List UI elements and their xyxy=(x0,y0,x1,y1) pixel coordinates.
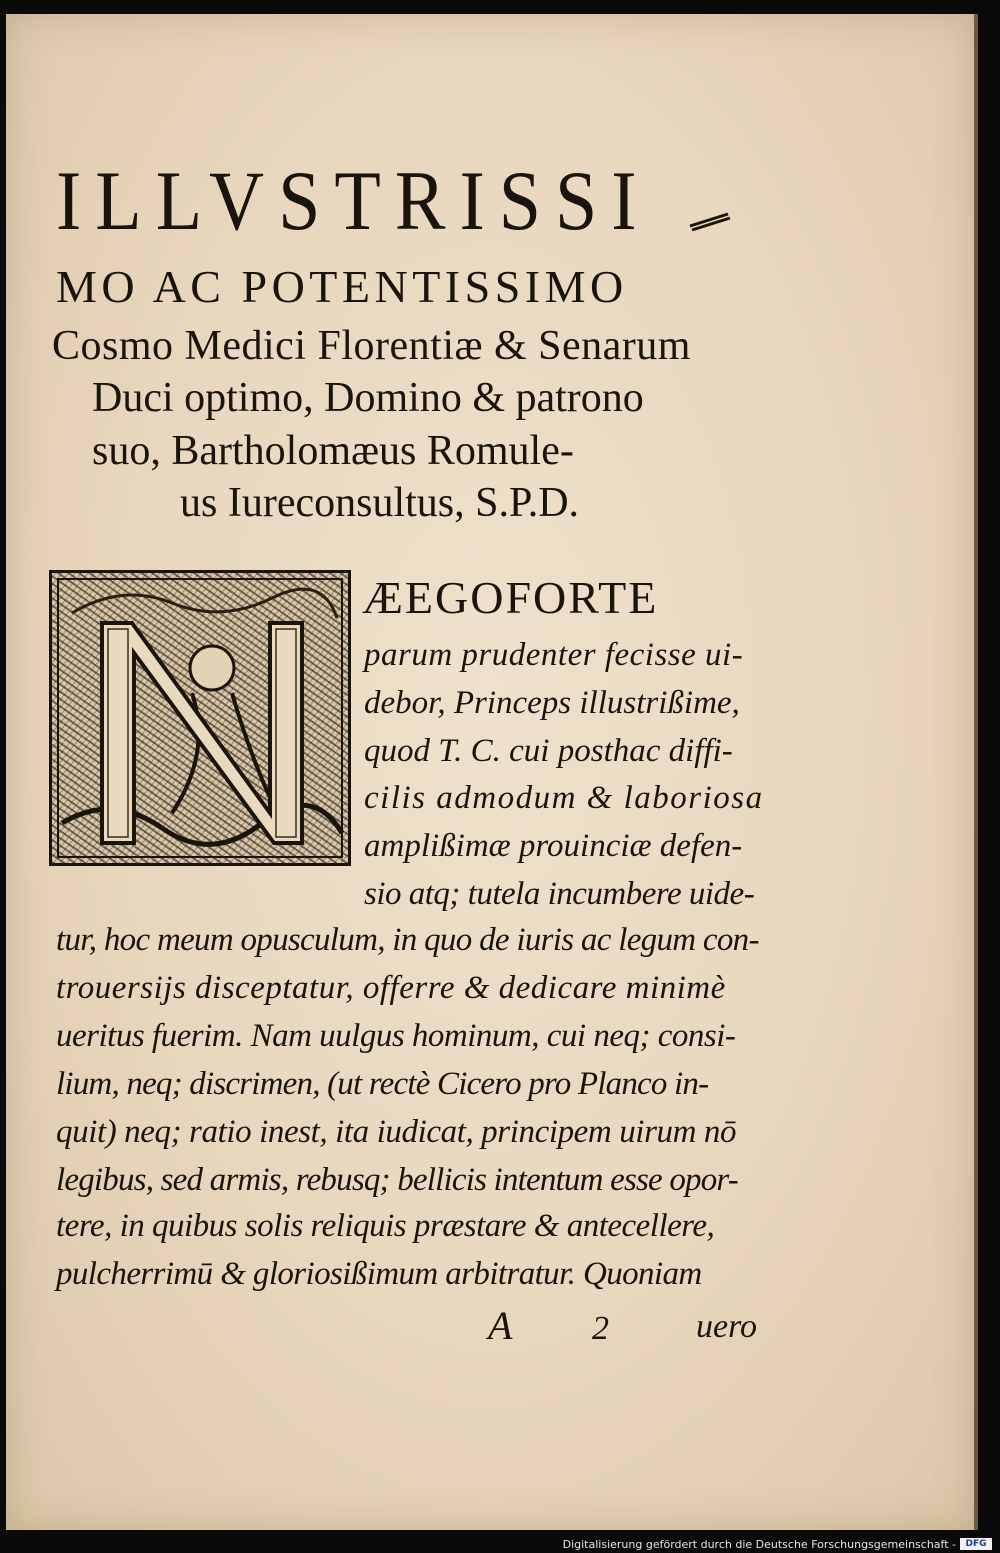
body-line: cilis admodum & laboriosa xyxy=(364,780,764,816)
signature-number: 2 xyxy=(592,1310,609,1347)
body-line: quit) neq; ratio inest, ita iudicat, principem uirum nō xyxy=(56,1114,737,1150)
body-line: tere, in quibus solis reliquis præstare & antecellere, xyxy=(56,1208,715,1244)
catchword: uero xyxy=(696,1308,758,1345)
body-line: pulcherrimū & gloriosißimum arbitratur. Quoniam xyxy=(56,1256,702,1292)
heading-line-6: us Iureconsultus, S.P.D. xyxy=(180,480,580,526)
signature-mark: A xyxy=(488,1303,513,1348)
body-line: amplißimæ prouinciæ defen- xyxy=(364,828,743,864)
body-line: lium, neq; discrimen, (ut rectè Cicero pro Planco in- xyxy=(56,1066,709,1102)
decorated-initial xyxy=(49,570,351,866)
body-line: sio atq; tutela incumbere uide- xyxy=(364,876,755,912)
heading-line-5: suo, Bartholomæus Romule- xyxy=(92,428,574,474)
body-line: legibus, sed armis, rebusq; bellicis intentum esse opor- xyxy=(56,1162,738,1198)
page-edge xyxy=(974,14,978,1530)
body-line: trouersijs disceptatur, offerre & dedicare minimè xyxy=(56,970,726,1006)
body-line: parum prudenter fecisse ui- xyxy=(364,637,744,673)
hyphen-mark-icon xyxy=(688,210,732,232)
body-line: ueritus fuerim. Nam uulgus hominum, cui neq; consi- xyxy=(56,1018,736,1054)
heading-line-2: MO AC POTENTISSIMO xyxy=(56,261,628,312)
digitization-bar xyxy=(0,1536,1000,1553)
heading-line-3: Cosmo Medici Florentiæ & Senarum xyxy=(52,323,691,369)
heading-line-4: Duci optimo, Domino & patrono xyxy=(92,375,644,421)
digitization-note: Digitalisierung gefördert durch die Deutsche Forschungsgemeinschaft - xyxy=(562,1538,956,1551)
body-line: tur, hoc meum opusculum, in quo de iuris ac legum con- xyxy=(56,922,759,958)
heading-line-1: ILLVSTRISSI xyxy=(56,154,651,249)
opening-caps: ÆEGOFORTE xyxy=(362,572,659,623)
body-line: quod T. C. cui posthac diffi- xyxy=(364,733,733,769)
dfg-logo: DFG xyxy=(960,1538,992,1550)
body-line: debor, Princeps illustrißime, xyxy=(364,685,740,721)
woodcut-figure-icon xyxy=(52,573,348,863)
